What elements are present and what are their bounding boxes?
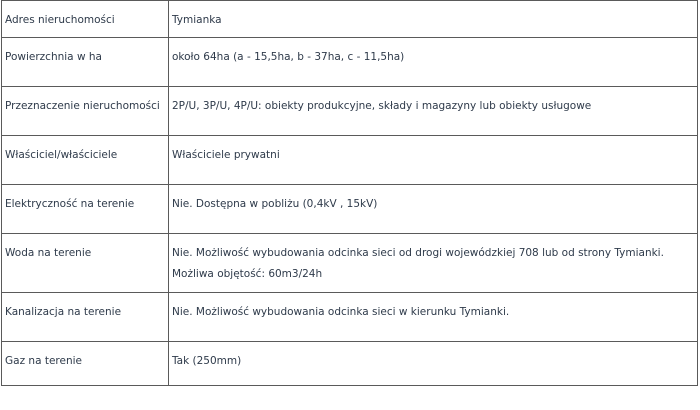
value-text: Nie. Możliwość wybudowania odcinka sieci w kierunku Tymianki. [172, 306, 510, 318]
value-text-capacity: Możliwa objętość: 60m3/24h [172, 268, 323, 280]
value-text: Właściciele prywatni [172, 149, 280, 161]
value-text: Tymianka [172, 14, 222, 26]
row-label-sewage: Kanalizacja na terenie [2, 293, 169, 342]
table-row [2, 38, 698, 87]
row-value-gas [169, 342, 698, 386]
table-row [2, 234, 698, 293]
table-row [2, 342, 698, 386]
row-label-owner: Właściciel/właściciele [2, 136, 169, 185]
row-label-area: Powierzchnia w ha [2, 38, 169, 87]
row-value-sewage [169, 293, 698, 342]
row-value-electricity [169, 185, 698, 234]
row-value-purpose [169, 87, 698, 136]
row-value-water [169, 234, 698, 293]
value-text: Tak (250mm) [172, 355, 242, 367]
row-label-water: Woda na terenie [2, 234, 169, 293]
row-label-address: Adres nieruchomości [2, 1, 169, 38]
value-text: Nie. Dostępna w pobliżu (0,4kV , 15kV) [172, 198, 378, 210]
value-text: 2P/U, 3P/U, 4P/U: obiekty produkcyjne, składy i magazyny lub obiekty usługowe [172, 100, 592, 112]
row-value-area [169, 38, 698, 87]
row-value-address [169, 1, 698, 38]
table-row [2, 1, 698, 38]
table-row [2, 293, 698, 342]
row-value-owner [169, 136, 698, 185]
value-text: Nie. Możliwość wybudowania odcinka sieci od drogi wojewódzkiej 708 lub od strony Tymianki. [172, 247, 664, 259]
row-label-gas: Gaz na terenie [2, 342, 169, 386]
property-info-table [1, 0, 698, 386]
value-text: około 64ha (a - 15,5ha, b - 37ha, c - 11,5ha) [172, 51, 405, 63]
table-row [2, 185, 698, 234]
row-label-electricity: Elektryczność na terenie [2, 185, 169, 234]
table-row [2, 136, 698, 185]
row-label-purpose: Przeznaczenie nieruchomości [2, 87, 169, 136]
table-row [2, 87, 698, 136]
